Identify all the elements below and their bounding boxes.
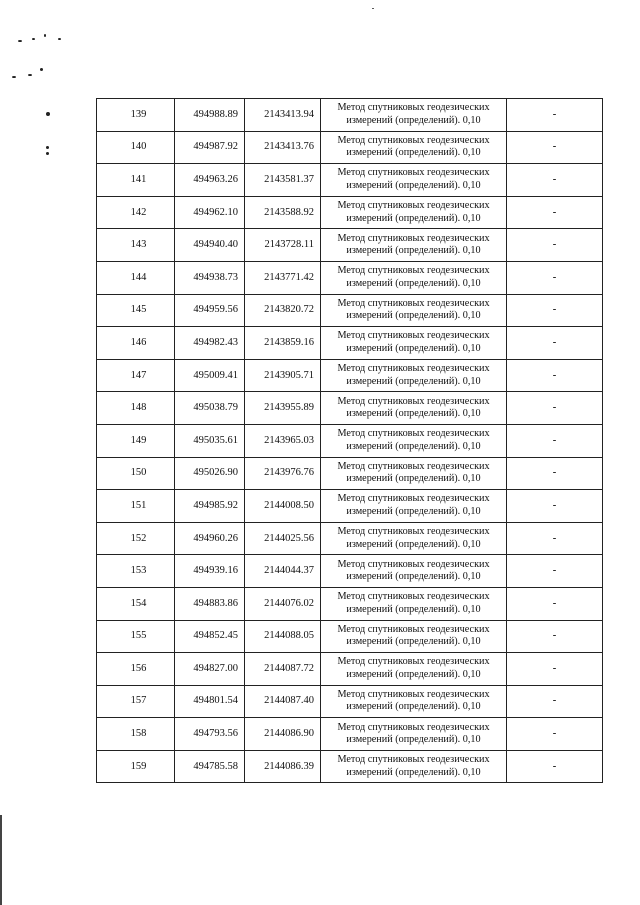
- table-row: [97, 587, 603, 620]
- method-line-2: измерений (определений). 0,10: [346, 505, 481, 517]
- point-number: 143: [97, 229, 175, 262]
- coordinate-x: 494985.92: [175, 490, 245, 523]
- description-cell: -: [507, 164, 603, 197]
- table-row: [97, 131, 603, 164]
- coordinate-y: 2144044.37: [245, 555, 321, 588]
- scan-speck: [58, 38, 61, 40]
- coordinate-y: 2143588.92: [245, 196, 321, 229]
- method-line-1: Метод спутниковых геодезических: [337, 460, 490, 472]
- coordinate-y: 2144076.02: [245, 587, 321, 620]
- method-line-2: измерений (определений). 0,10: [346, 147, 481, 159]
- description-cell: -: [507, 457, 603, 490]
- scan-edge-line: [0, 815, 2, 905]
- point-number: 151: [97, 490, 175, 523]
- description-cell: -: [507, 685, 603, 718]
- coordinate-y: 2144087.40: [245, 685, 321, 718]
- coordinate-x: 495026.90: [175, 457, 245, 490]
- method-cell: [321, 131, 507, 164]
- method-cell: [321, 327, 507, 360]
- table-row: [97, 327, 603, 360]
- coordinate-y: 2143976.76: [245, 457, 321, 490]
- point-number: 141: [97, 164, 175, 197]
- coordinate-x: 495035.61: [175, 424, 245, 457]
- table-row: [97, 620, 603, 653]
- point-number: 149: [97, 424, 175, 457]
- method-cell: [321, 555, 507, 588]
- method-line-1: Метод спутниковых геодезических: [337, 688, 490, 700]
- method-cell: [321, 587, 507, 620]
- point-number: 157: [97, 685, 175, 718]
- point-number: 146: [97, 327, 175, 360]
- point-number: 156: [97, 653, 175, 686]
- method-line-2: измерений (определений). 0,10: [346, 212, 481, 224]
- method-cell: [321, 99, 507, 132]
- method-line-1: Метод спутниковых геодезических: [337, 721, 490, 733]
- method-line-2: измерений (определений). 0,10: [346, 114, 481, 126]
- method-line-1: Метод спутниковых геодезических: [337, 297, 490, 309]
- method-cell: [321, 522, 507, 555]
- description-cell: -: [507, 327, 603, 360]
- description-cell: -: [507, 750, 603, 783]
- coordinate-x: 494982.43: [175, 327, 245, 360]
- scan-speck: [46, 146, 49, 149]
- description-cell: -: [507, 131, 603, 164]
- coordinate-y: 2143771.42: [245, 261, 321, 294]
- point-number: 154: [97, 587, 175, 620]
- method-line-2: измерений (определений). 0,10: [346, 766, 481, 778]
- method-cell: [321, 750, 507, 783]
- method-cell: [321, 294, 507, 327]
- coordinate-x: 494938.73: [175, 261, 245, 294]
- point-number: 144: [97, 261, 175, 294]
- method-line-1: Метод спутниковых геодезических: [337, 428, 490, 440]
- coordinate-y: 2143581.37: [245, 164, 321, 197]
- point-number: 158: [97, 718, 175, 751]
- method-cell: [321, 392, 507, 425]
- coordinate-y: 2144025.56: [245, 522, 321, 555]
- method-line-2: измерений (определений). 0,10: [346, 538, 481, 550]
- coordinate-y: 2143859.16: [245, 327, 321, 360]
- coordinate-y: 2143413.94: [245, 99, 321, 132]
- table-row: [97, 392, 603, 425]
- method-line-1: Метод спутниковых геодезических: [337, 493, 490, 505]
- method-cell: [321, 229, 507, 262]
- table-row: [97, 718, 603, 751]
- coordinate-x: 494939.16: [175, 555, 245, 588]
- coordinate-y: 2143728.11: [245, 229, 321, 262]
- description-cell: -: [507, 587, 603, 620]
- method-line-2: измерений (определений). 0,10: [346, 408, 481, 420]
- method-line-2: измерений (определений). 0,10: [346, 342, 481, 354]
- method-cell: [321, 196, 507, 229]
- point-number: 139: [97, 99, 175, 132]
- table-row: [97, 261, 603, 294]
- method-cell: [321, 620, 507, 653]
- coordinate-x: 494959.56: [175, 294, 245, 327]
- scan-speck: [28, 74, 32, 76]
- table-row: [97, 99, 603, 132]
- coordinates-table: [96, 98, 603, 783]
- description-cell: -: [507, 99, 603, 132]
- table-row: [97, 555, 603, 588]
- method-line-1: Метод спутниковых геодезических: [337, 200, 490, 212]
- scan-speck: [32, 38, 35, 40]
- coordinate-x: 494988.89: [175, 99, 245, 132]
- point-number: 152: [97, 522, 175, 555]
- description-cell: -: [507, 490, 603, 523]
- method-line-2: измерений (определений). 0,10: [346, 701, 481, 713]
- coordinate-y: 2144087.72: [245, 653, 321, 686]
- coordinate-y: 2144086.39: [245, 750, 321, 783]
- coordinate-x: 494962.10: [175, 196, 245, 229]
- scan-speck: [372, 8, 374, 9]
- method-line-2: измерений (определений). 0,10: [346, 636, 481, 648]
- method-line-2: измерений (определений). 0,10: [346, 375, 481, 387]
- description-cell: -: [507, 359, 603, 392]
- method-line-2: измерений (определений). 0,10: [346, 310, 481, 322]
- table-row: [97, 522, 603, 555]
- description-cell: -: [507, 196, 603, 229]
- method-cell: [321, 490, 507, 523]
- method-cell: [321, 685, 507, 718]
- coordinate-x: 494960.26: [175, 522, 245, 555]
- method-cell: [321, 261, 507, 294]
- coordinate-y: 2143965.03: [245, 424, 321, 457]
- coordinate-x: 494852.45: [175, 620, 245, 653]
- coordinate-x: 494987.92: [175, 131, 245, 164]
- table-row: [97, 359, 603, 392]
- method-line-1: Метод спутниковых геодезических: [337, 265, 490, 277]
- method-line-2: измерений (определений). 0,10: [346, 603, 481, 615]
- method-line-1: Метод спутниковых геодезических: [337, 395, 490, 407]
- coordinate-x: 494801.54: [175, 685, 245, 718]
- description-cell: -: [507, 555, 603, 588]
- scan-speck: [46, 152, 49, 155]
- method-line-1: Метод спутниковых геодезических: [337, 363, 490, 375]
- method-line-1: Метод спутниковых геодезических: [337, 330, 490, 342]
- point-number: 140: [97, 131, 175, 164]
- coordinate-y: 2143905.71: [245, 359, 321, 392]
- point-number: 142: [97, 196, 175, 229]
- table-row: [97, 750, 603, 783]
- method-line-2: измерений (определений). 0,10: [346, 734, 481, 746]
- description-cell: -: [507, 294, 603, 327]
- coordinate-y: 2144088.05: [245, 620, 321, 653]
- method-line-1: Метод спутниковых геодезических: [337, 167, 490, 179]
- description-cell: -: [507, 424, 603, 457]
- coordinate-y: 2143955.89: [245, 392, 321, 425]
- coordinate-x: 494963.26: [175, 164, 245, 197]
- table-row: [97, 229, 603, 262]
- point-number: 148: [97, 392, 175, 425]
- scan-speck: [44, 34, 46, 37]
- method-cell: [321, 164, 507, 197]
- coordinate-x: 495009.41: [175, 359, 245, 392]
- coordinate-x: 494940.40: [175, 229, 245, 262]
- coordinate-x: 494883.86: [175, 587, 245, 620]
- method-cell: [321, 653, 507, 686]
- coordinates-table-body: [97, 99, 603, 783]
- scan-speck: [18, 40, 22, 42]
- point-number: 153: [97, 555, 175, 588]
- coordinate-y: 2144008.50: [245, 490, 321, 523]
- table-row: [97, 164, 603, 197]
- point-number: 147: [97, 359, 175, 392]
- scan-speck: [12, 76, 16, 78]
- point-number: 159: [97, 750, 175, 783]
- coordinate-y: 2143413.76: [245, 131, 321, 164]
- point-number: 155: [97, 620, 175, 653]
- description-cell: -: [507, 653, 603, 686]
- scan-speck: [40, 68, 43, 71]
- coordinate-x: 494827.00: [175, 653, 245, 686]
- coordinate-x: 495038.79: [175, 392, 245, 425]
- method-line-1: Метод спутниковых геодезических: [337, 754, 490, 766]
- table-row: [97, 653, 603, 686]
- method-line-2: измерений (определений). 0,10: [346, 571, 481, 583]
- method-line-1: Метод спутниковых геодезических: [337, 102, 490, 114]
- method-line-2: измерений (определений). 0,10: [346, 668, 481, 680]
- method-cell: [321, 457, 507, 490]
- point-number: 150: [97, 457, 175, 490]
- method-cell: [321, 424, 507, 457]
- method-line-1: Метод спутниковых геодезических: [337, 526, 490, 538]
- table-row: [97, 685, 603, 718]
- method-line-2: измерений (определений). 0,10: [346, 277, 481, 289]
- method-line-1: Метод спутниковых геодезических: [337, 232, 490, 244]
- coordinate-y: 2144086.90: [245, 718, 321, 751]
- table-row: [97, 294, 603, 327]
- description-cell: -: [507, 392, 603, 425]
- coordinate-x: 494793.56: [175, 718, 245, 751]
- method-line-2: измерений (определений). 0,10: [346, 473, 481, 485]
- method-cell: [321, 718, 507, 751]
- table-row: [97, 424, 603, 457]
- method-line-1: Метод спутниковых геодезических: [337, 134, 490, 146]
- table-row: [97, 457, 603, 490]
- description-cell: -: [507, 620, 603, 653]
- scan-speck: [46, 112, 50, 116]
- method-line-1: Метод спутниковых геодезических: [337, 558, 490, 570]
- method-line-1: Метод спутниковых геодезических: [337, 656, 490, 668]
- description-cell: -: [507, 718, 603, 751]
- description-cell: -: [507, 261, 603, 294]
- point-number: 145: [97, 294, 175, 327]
- method-cell: [321, 359, 507, 392]
- method-line-2: измерений (определений). 0,10: [346, 245, 481, 257]
- coordinate-x: 494785.58: [175, 750, 245, 783]
- method-line-2: измерений (определений). 0,10: [346, 179, 481, 191]
- description-cell: -: [507, 229, 603, 262]
- table-row: [97, 490, 603, 523]
- method-line-1: Метод спутниковых геодезических: [337, 623, 490, 635]
- coordinate-y: 2143820.72: [245, 294, 321, 327]
- description-cell: -: [507, 522, 603, 555]
- method-line-2: измерений (определений). 0,10: [346, 440, 481, 452]
- method-line-1: Метод спутниковых геодезических: [337, 591, 490, 603]
- table-row: [97, 196, 603, 229]
